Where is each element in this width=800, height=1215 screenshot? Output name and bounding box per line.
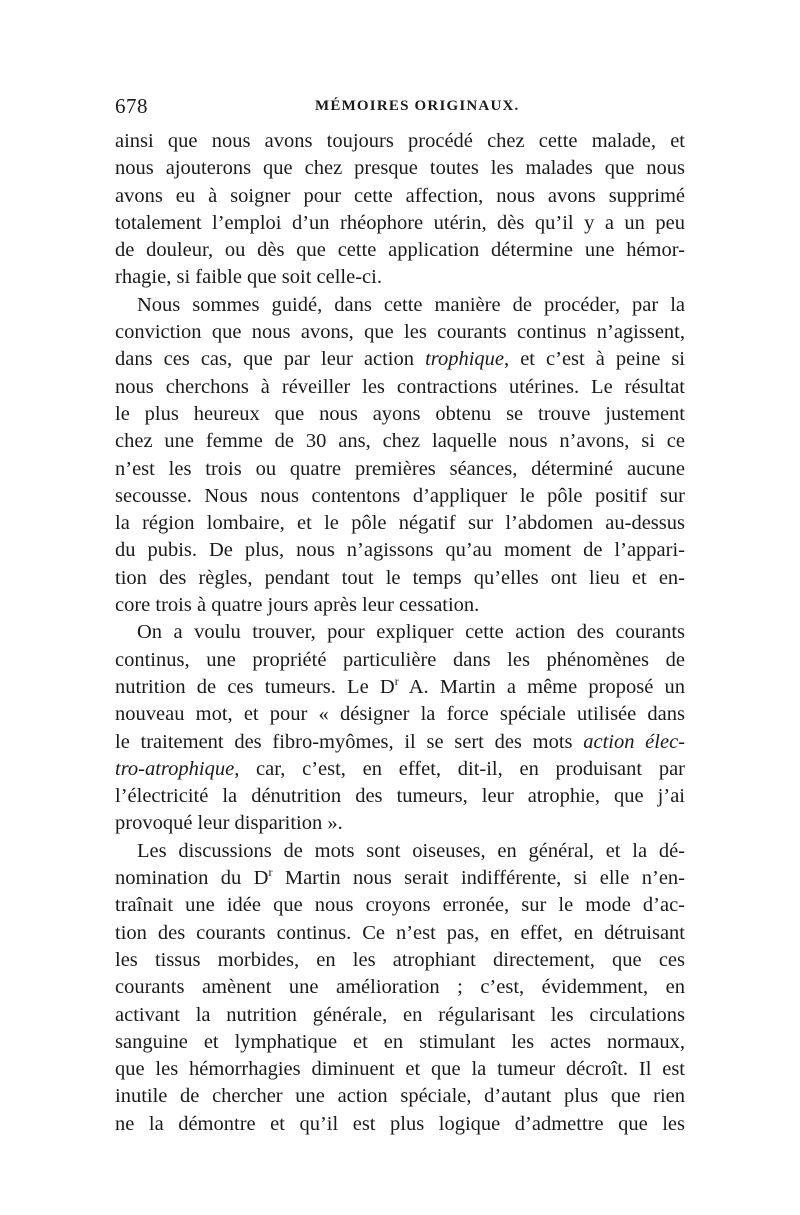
text-line: que les hémorrhagies diminuent et que la tumeur décroît. Il est <box>115 1058 685 1081</box>
text-line: courants amènent une amélioration ; c’est, évidemment, en <box>115 976 685 999</box>
text-line: du pubis. De plus, nous n’agissons qu’au moment de l’appari- <box>115 539 685 562</box>
text-line: sanguine et lymphatique et en stimulant les actes normaux, <box>115 1030 685 1053</box>
text-line: l’électricité la dénutrition des tumeurs, leur atrophie, que j’ai <box>115 785 685 808</box>
superscript: r <box>268 865 273 880</box>
text-line: nous cherchons à réveiller les contractions utérines. Le résultat <box>115 375 685 398</box>
body-text <box>115 128 685 1138</box>
text-line: continus, une propriété particulière dans les phénomènes de <box>115 648 685 671</box>
running-head <box>115 94 685 122</box>
text-line: tion des courants continus. Ce n’est pas, en effet, en détruisant <box>115 921 685 944</box>
text-line: core trois à quatre jours après leur cessation. <box>115 594 480 617</box>
text-line <box>115 865 685 892</box>
text-line: n’est les trois ou quatre premières séances, déterminé aucune <box>115 457 685 480</box>
italic-term: tro-atrophique <box>115 757 235 780</box>
running-title: MÉMOIRES ORIGINAUX. <box>315 98 520 114</box>
text-run: , et c’est à peine si <box>504 348 685 371</box>
text-line: inutile de chercher une action spéciale, d’autant plus que rien <box>115 1085 685 1108</box>
text-line <box>115 346 685 373</box>
text-line: traînait une idée que nous croyons erronée, sur le mode d’ac- <box>115 894 685 917</box>
text-line: de douleur, ou dès que cette application détermine une hémor- <box>115 239 685 262</box>
text-line: les tissus morbides, en les atrophiant directement, que ces <box>115 948 685 971</box>
text-run: Martin nous serait indifférente, si elle n’en- <box>272 867 685 890</box>
italic-term: trophique <box>425 348 505 371</box>
text-line: chez une femme de 30 ans, chez laquelle nous n’avons, si ce <box>115 430 685 453</box>
text-line: ainsi que nous avons toujours procédé chez cette malade, et <box>115 130 685 152</box>
text-line <box>115 674 685 701</box>
text-line <box>115 756 685 783</box>
text-line: activant la nutrition générale, en régularisant les circulations <box>115 1003 685 1026</box>
text-line: totalement l’emploi d’un rhéophore utérin, dès qu’il y a un peu <box>115 211 685 234</box>
text-run: A. Martin a même proposé un <box>398 675 686 698</box>
text-line: rhagie, si faible que soit celle-ci. <box>115 266 382 289</box>
text-line: provoqué leur disparition ». <box>115 812 343 835</box>
text-line: la région lombaire, et le pôle négatif sur l’abdomen au-dessus <box>115 512 685 535</box>
page-number: 678 <box>115 94 148 118</box>
text-line: conviction que nous avons, que les courants continus n’agissent, <box>115 321 685 344</box>
text-line: On a voulu trouver, pour expliquer cette action des courants <box>137 621 685 644</box>
italic-term: action élec- <box>583 730 685 753</box>
text-run: nutrition de ces tumeurs. Le D <box>115 675 395 698</box>
text-line: nouveau mot, et pour « désigner la force spéciale utilisée dans <box>115 703 685 726</box>
text-run: nomination du D <box>115 867 269 890</box>
text-line <box>115 729 685 756</box>
text-line: nous ajouterons que chez presque toutes les malades que nous <box>115 157 685 180</box>
text-run: dans ces cas, que par leur action <box>115 348 415 371</box>
text-line: avons eu à soigner pour cette affection, nous avons supprimé <box>115 184 685 207</box>
text-line: le plus heureux que nous ayons obtenu se trouve justement <box>115 402 685 425</box>
text-line: secousse. Nous nous contentons d’appliquer le pôle positif sur <box>115 484 685 507</box>
text-run: , car, c’est, en effet, dit-il, en produisant par <box>234 757 685 780</box>
superscript: r <box>394 674 399 689</box>
text-run: le traitement des fibro-myômes, il se sert des mots <box>115 730 573 753</box>
text-line: Les discussions de mots sont oiseuses, en général, et la dé- <box>137 839 685 862</box>
text-line: ne la démontre et qu’il est plus logique d’admettre que les <box>115 1112 685 1135</box>
text-line: Nous sommes guidé, dans cette manière de procéder, par la <box>137 293 685 316</box>
text-line: tion des règles, pendant tout le temps qu’elles ont lieu et en- <box>115 566 685 589</box>
